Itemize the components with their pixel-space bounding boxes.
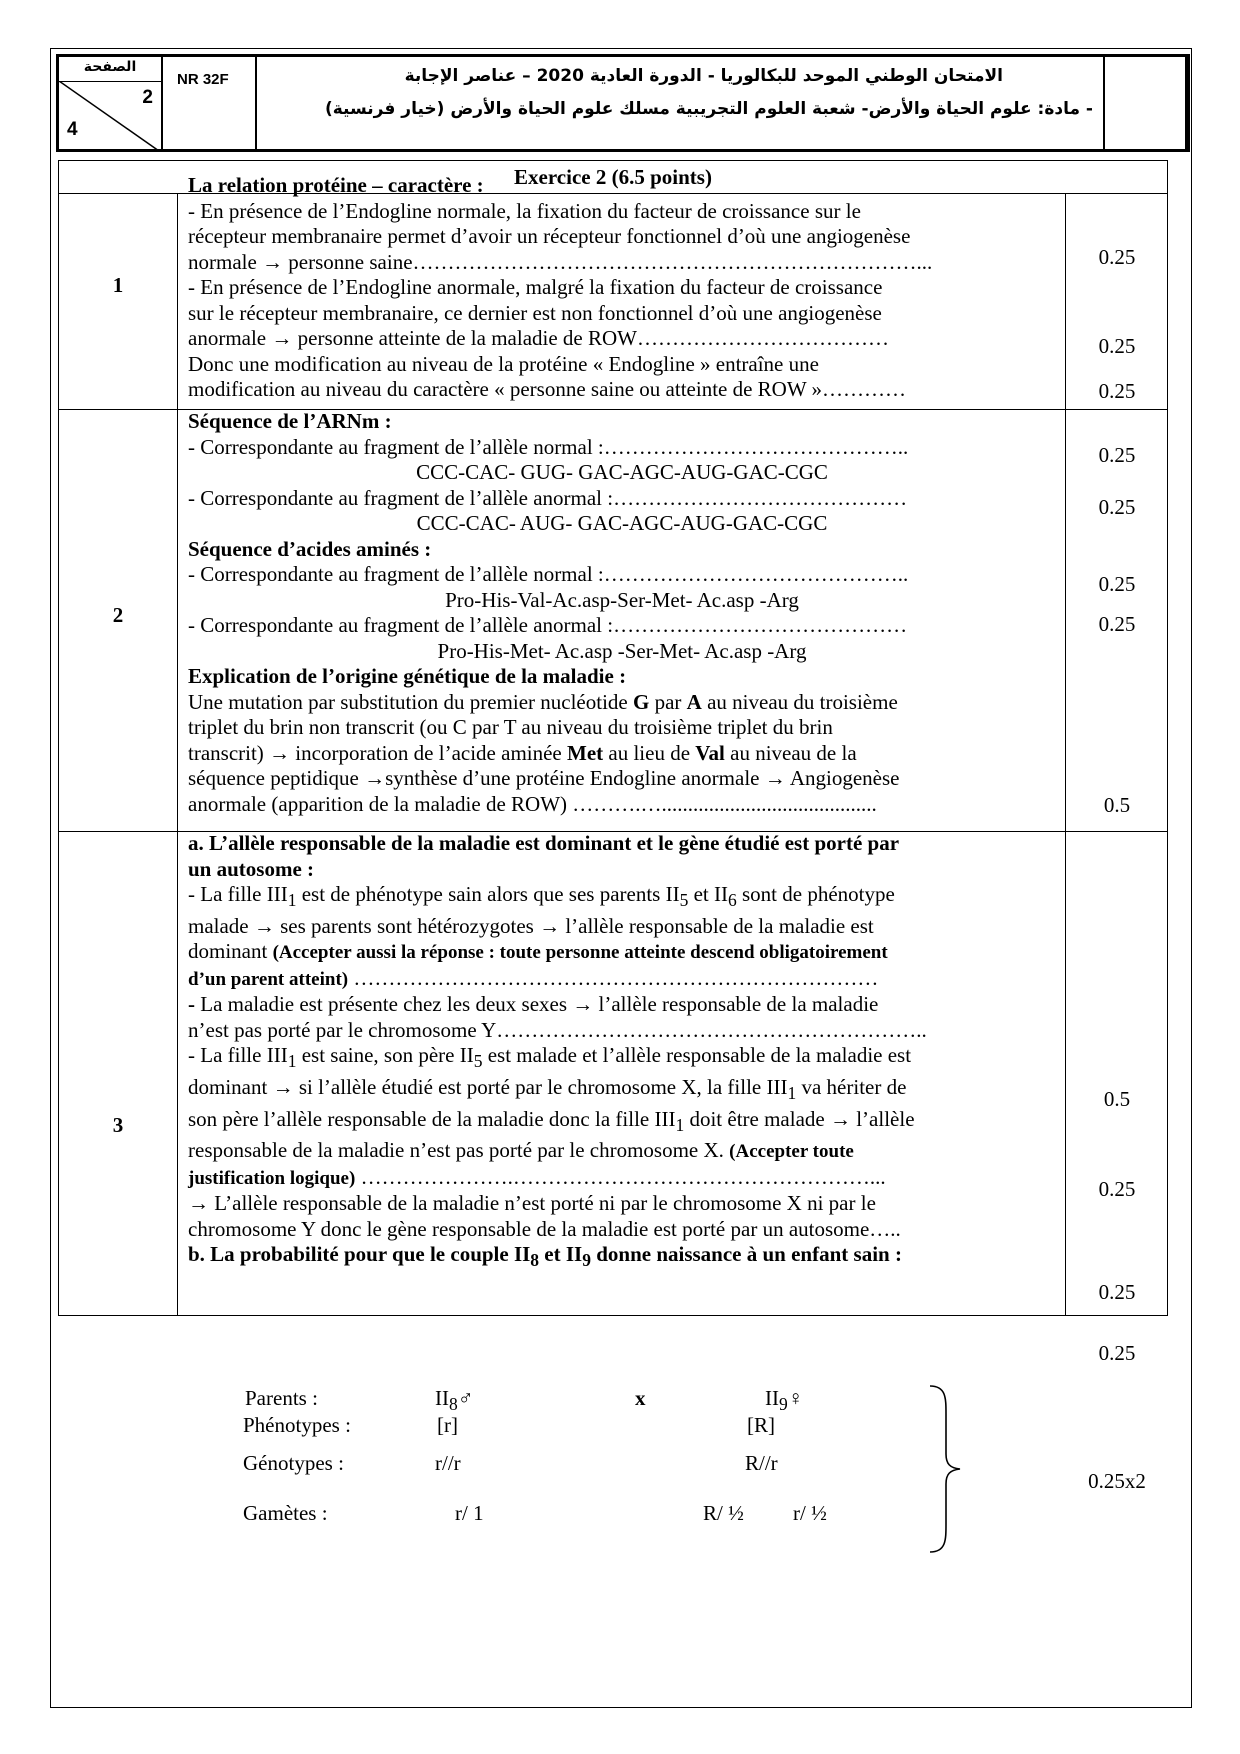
- exam-code: NR 32F: [177, 71, 229, 88]
- q2-arn-abnormal-seq: CCC-CAC- AUG- GAC-AGC-AUG-GAC-CGC: [416, 511, 828, 535]
- question-number-3: 3: [112, 1113, 124, 1137]
- q1-line: normale → personne saine………………………………………………………………...: [188, 249, 933, 274]
- q1-line: - En présence de l’Endogline anormale, malgré la fixation du facteur de croissance: [188, 275, 883, 299]
- mark: 0.25: [1098, 1177, 1136, 1201]
- q3-heading-a: a. L’allèle responsable de la maladie est dominant et le gène étudié est porté par: [188, 831, 900, 855]
- mark: 0.25: [1098, 612, 1136, 636]
- q3-text-line: justification logique) ………………….……………………………………………...: [188, 1164, 886, 1189]
- q3-text-line: - La fille $III_1$ est saine, son père $II_5$ est malade et l’allèle responsable de la maladie est: [188, 1043, 912, 1072]
- gametes-label: Gamètes :: [243, 1501, 328, 1525]
- q1-line: récepteur membranaire permet d’avoir un récepteur fonctionnel d’où une angiogenèse: [188, 224, 911, 248]
- question-3-content: [188, 831, 1056, 1274]
- page-indicator: [59, 57, 163, 149]
- q2-aa-normal-label: - Correspondante au fragment de l’allèle normal :……………………………………..: [188, 562, 909, 586]
- q2-expl-line: Une mutation par substitution du premier nucléotide G par A au niveau du troisième: [188, 689, 898, 714]
- exam-code-cell: [163, 57, 257, 149]
- q1-line: modification au niveau du caractère « personne saine ou atteinte de ROW »…………: [188, 377, 907, 401]
- q3-heading-a: un autosome :: [188, 856, 315, 881]
- gamete-male: r/ 1: [455, 1501, 484, 1525]
- q2-expl-line: transcrit) → incorporation de l’acide aminée Met au lieu de Val au niveau de la: [188, 740, 857, 765]
- mark: 0.25: [1098, 495, 1136, 519]
- q3-text-line: → L’allèle responsable de la maladie n’est porté ni par le chromosome X ni par le: [188, 1191, 876, 1216]
- gamete-female-2: r/ ½: [793, 1501, 827, 1525]
- phenotype-female: [R]: [747, 1413, 775, 1437]
- mark: 0.25: [1098, 443, 1136, 467]
- q3-text-line: responsable de la maladie n’est pas porté par le chromosome X. (Accepter toute: [188, 1138, 854, 1163]
- question-number-2: 2: [112, 603, 124, 627]
- q1-line: Donc une modification au niveau de la protéine « Endogline » entraîne une: [188, 351, 819, 376]
- brace-icon: [926, 1384, 966, 1554]
- page-total: 4: [67, 119, 78, 140]
- column-divider: [177, 193, 178, 1315]
- mark: 0.25: [1098, 334, 1136, 358]
- q3-text-line: n’est pas porté par le chromosome Y……………………………………………………..: [188, 1017, 927, 1042]
- page-number: 2: [142, 87, 153, 108]
- q2-aa-normal-seq: Pro-His-Val-Ac.asp-Ser-Met- Ac.asp -Arg: [445, 587, 799, 612]
- q3-text-line: dominant (Accepter aussi la réponse : toute personne atteinte descend obligatoirement: [188, 939, 888, 964]
- parent-male: $II_8♂$: [435, 1386, 474, 1415]
- q2-aa-abnormal-label: - Correspondante au fragment de l’allèle anormal :……………………………………: [188, 613, 908, 637]
- q3-text-line: chromosome Y donc le gène responsable de la maladie est porté par un autosome…..: [188, 1216, 901, 1241]
- exercise-title: Exercice 2 (6.5 points): [59, 161, 1167, 194]
- q2-expl-line: triplet du brin non transcrit (ou C par T au niveau du troisième triplet du brin: [188, 715, 833, 739]
- q1-line: anormale → personne atteinte de la maladie de ROW………………………………: [188, 326, 889, 350]
- question-1-content: [188, 173, 1056, 403]
- q2-arn-normal-seq: CCC-CAC- GUG- GAC-AGC-AUG-GAC-CGC: [416, 460, 828, 484]
- genotype-male: r//r: [435, 1451, 461, 1475]
- phenotype-male: [r]: [437, 1413, 458, 1437]
- column-divider: [1065, 193, 1066, 1315]
- mark: 0.25: [1098, 245, 1136, 269]
- blank-cell: [1105, 57, 1187, 149]
- question-number-1: 1: [112, 273, 124, 297]
- page-label: الصفحة: [59, 59, 161, 82]
- mark: 0.25x2: [1088, 1469, 1146, 1493]
- q1-line: sur le récepteur membranaire, ce dernier est non fonctionnel d’où une angiogenèse: [188, 300, 882, 325]
- q3-text-line: - La fille $III_1$ est de phénotype sain alors que ses parents $II_5$ et $II_6$ sont de phénotype: [188, 882, 895, 911]
- q1-heading: La relation protéine – caractère :: [188, 173, 484, 197]
- q3-text-line: malade → ses parents sont hétérozygotes → l’allèle responsable de la maladie est: [188, 913, 874, 938]
- q2-aa-abnormal-seq: Pro-His-Met- Ac.asp -Ser-Met- Ac.asp -Arg: [437, 638, 807, 663]
- exam-header: [56, 54, 1190, 152]
- answer-table: [58, 160, 1168, 1525]
- q3-heading-b: b. La probabilité pour que le couple $II_8$ et $II_9$ donne naissance à un enfant sain :: [188, 1242, 902, 1271]
- parent-female: $II_9♀$: [765, 1386, 804, 1415]
- mark: 0.25: [1098, 1341, 1136, 1365]
- exam-title-line2: - مادة: علوم الحياة والأرض- شعبة العلوم التجريبية مسلك علوم الحياة والأرض (خيار فرنسية): [324, 99, 1093, 119]
- parents-label: Parents :: [245, 1386, 318, 1410]
- phenotypes-label: Phénotypes :: [243, 1413, 351, 1437]
- q3-text-line: son père l’allèle responsable de la maladie donc la fille $III_1$ doit être malade → l’allèle: [188, 1106, 915, 1135]
- mark: 0.25: [1098, 572, 1136, 596]
- q3-text-line: d’un parent atteint) …………………………………………………………………: [188, 965, 879, 990]
- q2-heading-expl: Explication de l’origine génétique de la maladie :: [188, 664, 627, 688]
- question-2-content: [188, 409, 1056, 817]
- genotype-female: R//r: [745, 1451, 778, 1475]
- q2-arn-abnormal-label: - Correspondante au fragment de l’allèle anormal :……………………………………: [188, 485, 908, 510]
- mark: 0.5: [1103, 1087, 1131, 1111]
- gamete-female-1: R/ ½: [703, 1501, 744, 1525]
- genotypes-label: Génotypes :: [243, 1451, 344, 1475]
- exam-title-line1: الامتحان الوطني الموحد للبكالوريا - الدورة العادية 2020 – عناصر الإجابة: [404, 66, 1003, 86]
- q2-heading-arn: Séquence de l’ARNm :: [188, 409, 392, 433]
- q3-text-line: - La maladie est présente chez les deux sexes → l’allèle responsable de la maladie: [188, 992, 879, 1017]
- mark: 0.5: [1103, 793, 1131, 817]
- mark: 0.25: [1098, 379, 1136, 403]
- q2-heading-aa: Séquence d’acides aminés :: [188, 536, 432, 561]
- q2-arn-normal-label: - Correspondante au fragment de l’allèle normal :……………………………………..: [188, 434, 909, 459]
- cross-symbol: x: [635, 1386, 646, 1410]
- q2-expl-line: séquence peptidique →synthèse d’une protéine Endogline anormale → Angiogenèse: [188, 766, 900, 790]
- exam-title-cell: [257, 57, 1105, 149]
- q1-line: - En présence de l’Endogline normale, la fixation du facteur de croissance sur le: [188, 198, 861, 223]
- q3-text-line: dominant → si l’allèle étudié est porté par le chromosome X, la fille $III_1$ va hériter de: [188, 1074, 907, 1104]
- q2-expl-line: anormale (apparition de la maladie de ROW) ……….….........................................: [188, 791, 877, 816]
- mark: 0.25: [1098, 1280, 1136, 1304]
